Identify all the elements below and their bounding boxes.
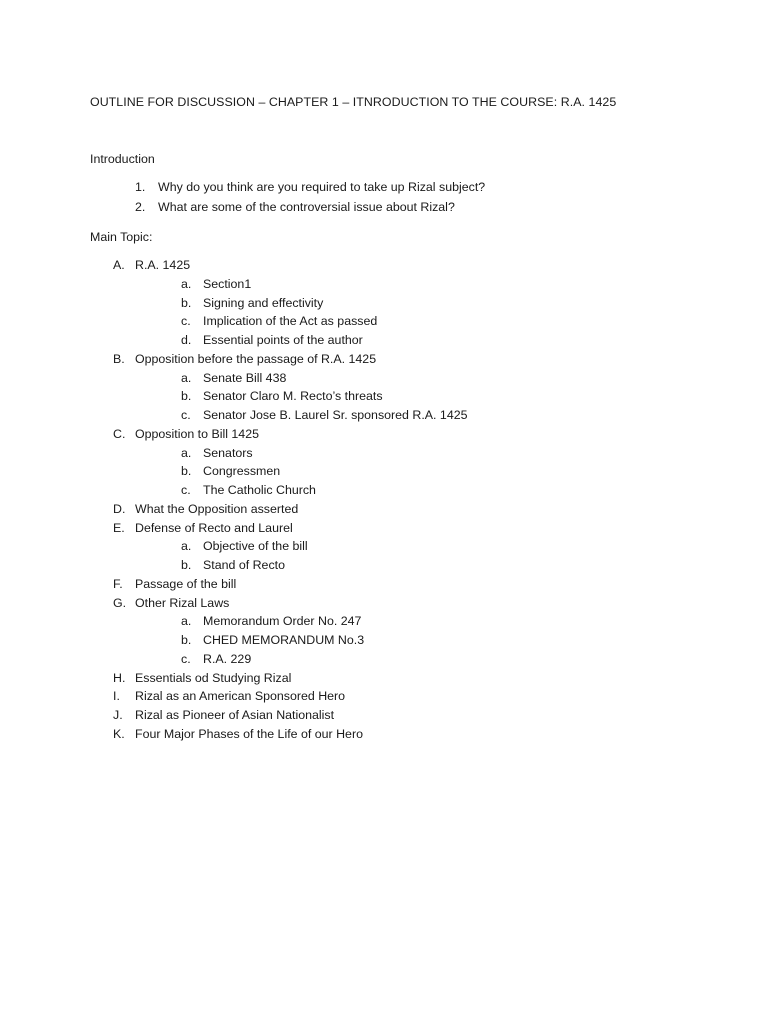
subtopic-marker: b. [181, 464, 192, 479]
list-item-text: What are some of the controversial issue about Rizal? [158, 199, 455, 214]
introduction-heading: Introduction [90, 152, 155, 166]
document-title: OUTLINE FOR DISCUSSION – CHAPTER 1 – ITNRODUCTION TO THE COURSE: R.A. 1425 [90, 95, 617, 109]
subtopic-marker: b. [181, 633, 192, 647]
subtopic-marker: c. [181, 314, 191, 329]
topic-text: Opposition before the passage of R.A. 1425 [135, 351, 377, 366]
subtopic-marker: a. [181, 539, 192, 554]
subtopic-text: Senator Claro M. Recto’s threats [203, 389, 383, 404]
topic-marker: K. [113, 726, 125, 741]
subtopic-text: Objective of the bill [203, 539, 308, 554]
list-marker: 1. [135, 180, 146, 194]
topic-marker: C. [113, 426, 126, 441]
subtopic-text: Memorandum Order No. 247 [203, 614, 362, 629]
topic-text: Defense of Recto and Laurel [135, 520, 293, 535]
subtopic-text: Senator Jose B. Laurel Sr. sponsored R.A. 1425 [203, 408, 468, 422]
topic-text: Four Major Phases of the Life of our Hero [135, 726, 363, 741]
topic-marker: F. [113, 576, 123, 591]
subtopic-marker: b. [181, 295, 192, 310]
main-topic-heading: Main Topic: [90, 230, 153, 244]
subtopic-text: Section1 [203, 276, 252, 291]
subtopic-marker: b. [181, 558, 192, 572]
topic-text: R.A. 1425 [135, 258, 191, 272]
topic-text: Rizal as Pioneer of Asian Nationalist [135, 708, 335, 722]
topic-marker: B. [113, 351, 125, 366]
subtopic-text: CHED MEMORANDUM No.3 [203, 633, 365, 647]
subtopic-text: Essential points of the author [203, 333, 363, 347]
subtopic-marker: c. [181, 483, 191, 497]
subtopic-text: Senate Bill 438 [203, 370, 287, 385]
subtopic-text: Senators [203, 445, 253, 460]
topic-text: Essentials od Studying Rizal [135, 670, 292, 685]
topic-text: What the Opposition asserted [135, 501, 299, 516]
topic-text: Rizal as an American Sponsored Hero [135, 689, 346, 704]
subtopic-marker: d. [181, 333, 192, 347]
subtopic-text: Stand of Recto [203, 558, 285, 572]
list-marker: 2. [135, 199, 146, 214]
topic-text: Other Rizal Laws [135, 595, 230, 610]
subtopic-text: R.A. 229 [203, 651, 252, 666]
topic-marker: G. [113, 595, 127, 610]
subtopic-text: Congressmen [203, 464, 281, 479]
subtopic-marker: a. [181, 614, 192, 629]
subtopic-text: Implication of the Act as passed [203, 314, 378, 329]
subtopic-marker: c. [181, 408, 191, 422]
topic-marker: J. [113, 708, 123, 722]
topic-text: Passage of the bill [135, 576, 237, 591]
subtopic-marker: c. [181, 651, 191, 666]
list-item-text: Why do you think are you required to take up Rizal subject? [158, 180, 486, 194]
topic-marker: H. [113, 670, 126, 685]
subtopic-marker: b. [181, 389, 192, 404]
subtopic-text: The Catholic Church [203, 483, 316, 497]
topic-marker: E. [113, 520, 125, 535]
subtopic-marker: a. [181, 370, 192, 385]
subtopic-marker: a. [181, 445, 192, 460]
topic-marker: I. [113, 689, 120, 704]
subtopic-marker: a. [181, 276, 192, 291]
topic-marker: D. [113, 501, 126, 516]
topic-text: Opposition to Bill 1425 [135, 426, 259, 441]
subtopic-text: Signing and effectivity [203, 295, 324, 310]
topic-marker: A. [113, 258, 125, 272]
